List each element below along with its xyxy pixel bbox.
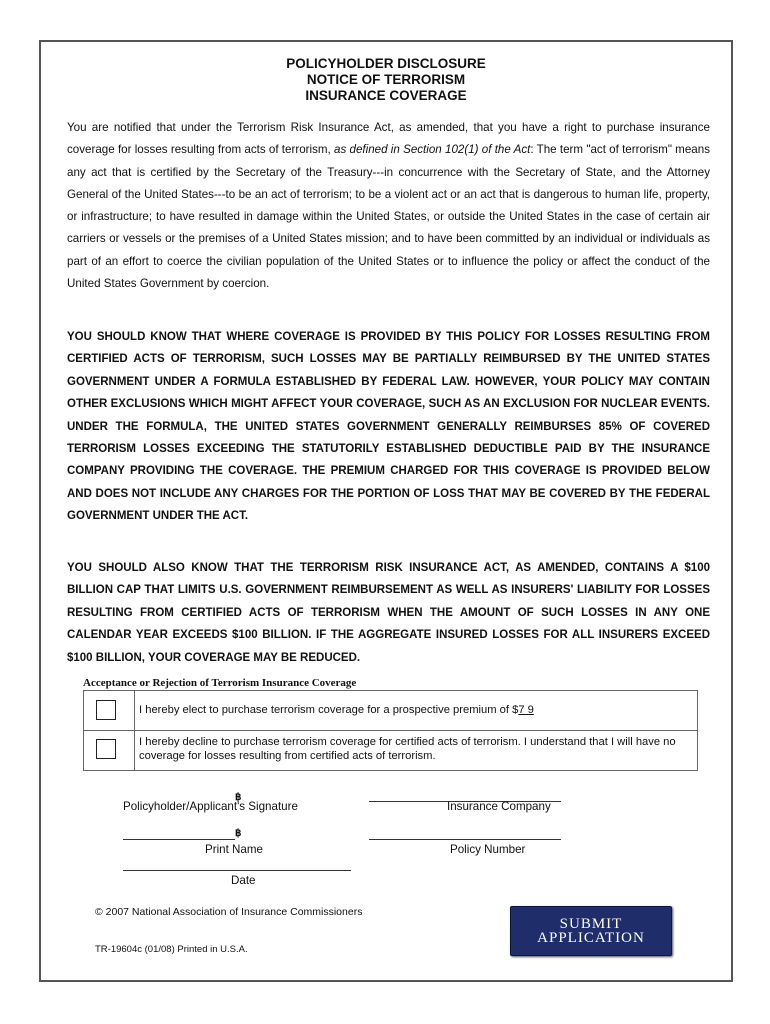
date-label[interactable]: Date bbox=[231, 874, 256, 887]
print-name-marker-glyph: ฿ bbox=[235, 828, 242, 839]
purchase-option-label: I hereby elect to purchase terrorism coverage for a prospective premium of $7 9 bbox=[139, 704, 534, 716]
policyholder-signature-label[interactable]: Policyholder/Applicant's Signature bbox=[123, 800, 298, 813]
premium-amount: 7 9 bbox=[518, 704, 534, 716]
insurance-company-label[interactable]: Insurance Company bbox=[447, 800, 551, 813]
submit-button-line-1: SUBMIT bbox=[559, 916, 623, 932]
intro-paragraph bbox=[67, 117, 710, 295]
title-line-1: POLICYHOLDER DISCLOSURE bbox=[286, 56, 486, 71]
acceptance-heading: Acceptance or Rejection of Terrorism Insurance Coverage bbox=[83, 677, 357, 689]
intro-text-italic: as defined in Section 102(1) of the Act bbox=[334, 143, 531, 157]
print-name-label[interactable]: Print Name bbox=[205, 843, 263, 856]
print-name-line bbox=[123, 839, 235, 840]
decline-option-row bbox=[84, 731, 697, 770]
coverage-options-table bbox=[83, 690, 698, 771]
purchase-option-row bbox=[84, 691, 697, 731]
purchase-coverage-checkbox[interactable] bbox=[96, 700, 116, 720]
submit-button-line-2: APPLICATION bbox=[537, 930, 645, 946]
intro-text-part-1: You are notified that under the Terrorism Risk Insurance Act, as amended, that you have a right to purchase insurance coverage for losses resulting from acts of terrorism, bbox=[67, 121, 710, 157]
policy-number-line bbox=[369, 839, 561, 840]
signature-marker-glyph: ฿ bbox=[235, 792, 242, 803]
title-line-2: NOTICE OF TERRORISM bbox=[306, 72, 466, 87]
policy-number-label[interactable]: Policy Number bbox=[450, 843, 526, 856]
disclosure-form bbox=[39, 40, 733, 982]
copyright-notice: © 2007 National Association of Insurance Commissioners bbox=[95, 906, 363, 918]
cap-notice: YOU SHOULD ALSO KNOW THAT THE TERRORISM RISK INSURANCE ACT, AS AMENDED, CONTAINS A $100 BILLION CAP THAT LIMITS U.S. GOVERNMENT REIMBURSEMENT AS WELL AS INSURERS' LIABILITY FOR LOSSES RESULTING FROM CERTIFIED ACTS OF TERRORISM WHEN THE AMOUNT OF SUCH LOSSES IN ANY ONE CALENDAR YEAR EXCEEDS $100 BILLION. IF THE AGGREGATE INSURED LOSSES FOR ALL INSURERS EXCEED $100 BILLION, YOUR COVERAGE MAY BE REDUCED. bbox=[67, 562, 710, 664]
intro-text-part-2: : The term "act of terrorism" means any act that is certified by the Secretary of the Treasury---in concurrence with the Secretary of State, and the Attorney General of the United States---to be an act of terrorism; to be a violent act or an act that is dangerous to human life, property, or infrastructure; to have resulted in damage within the United States, or outside the United States in the case of certain air carriers or vessels or the premises of a United States mission; and to have been committed by an individual or individuals as part of an effort to coerce the civilian population of the United States or to influence the policy or affect the conduct of the United States Government by coercion. bbox=[67, 143, 710, 291]
submit-application-button[interactable] bbox=[510, 906, 672, 956]
date-line bbox=[123, 870, 351, 871]
decline-coverage-checkbox[interactable] bbox=[96, 739, 116, 759]
decline-option-label: I hereby decline to purchase terrorism coverage for certified acts of terrorism. I understand that I will have no coverage for losses resulting from certified acts of terrorism. bbox=[139, 736, 676, 762]
reimbursement-notice: YOU SHOULD KNOW THAT WHERE COVERAGE IS PROVIDED BY THIS POLICY FOR LOSSES RESULTING FROM CERTIFIED ACTS OF TERRORISM, SUCH LOSSES MAY BE PARTIALLY REIMBURSED BY THE UNITED STATES GOVERNMENT UNDER A FORMULA ESTABLISHED BY FEDERAL LAW. HOWEVER, YOUR POLICY MAY CONTAIN OTHER EXCLUSIONS WHICH MIGHT AFFECT YOUR COVERAGE, SUCH AS AN EXCLUSION FOR NUCLEAR EVENTS. UNDER THE FORMULA, THE UNITED STATES GOVERNMENT GENERALLY REIMBURSES 85% OF COVERED TERRORISM LOSSES EXCEEDING THE STATUTORILY ESTABLISHED DEDUCTIBLE PAID BY THE INSURANCE COMPANY PROVIDING THE COVERAGE. THE PREMIUM CHARGED FOR THIS COVERAGE IS PROVIDED BELOW AND DOES NOT INCLUDE ANY CHARGES FOR THE PORTION OF LOSS THAT MAY BE COVERED BY THE FEDERAL GOVERNMENT UNDER THE ACT. bbox=[67, 331, 710, 523]
form-title bbox=[41, 56, 731, 104]
form-identifier: TR-19604c (01/08) Printed in U.S.A. bbox=[95, 944, 248, 955]
title-line-3: INSURANCE COVERAGE bbox=[305, 88, 467, 103]
